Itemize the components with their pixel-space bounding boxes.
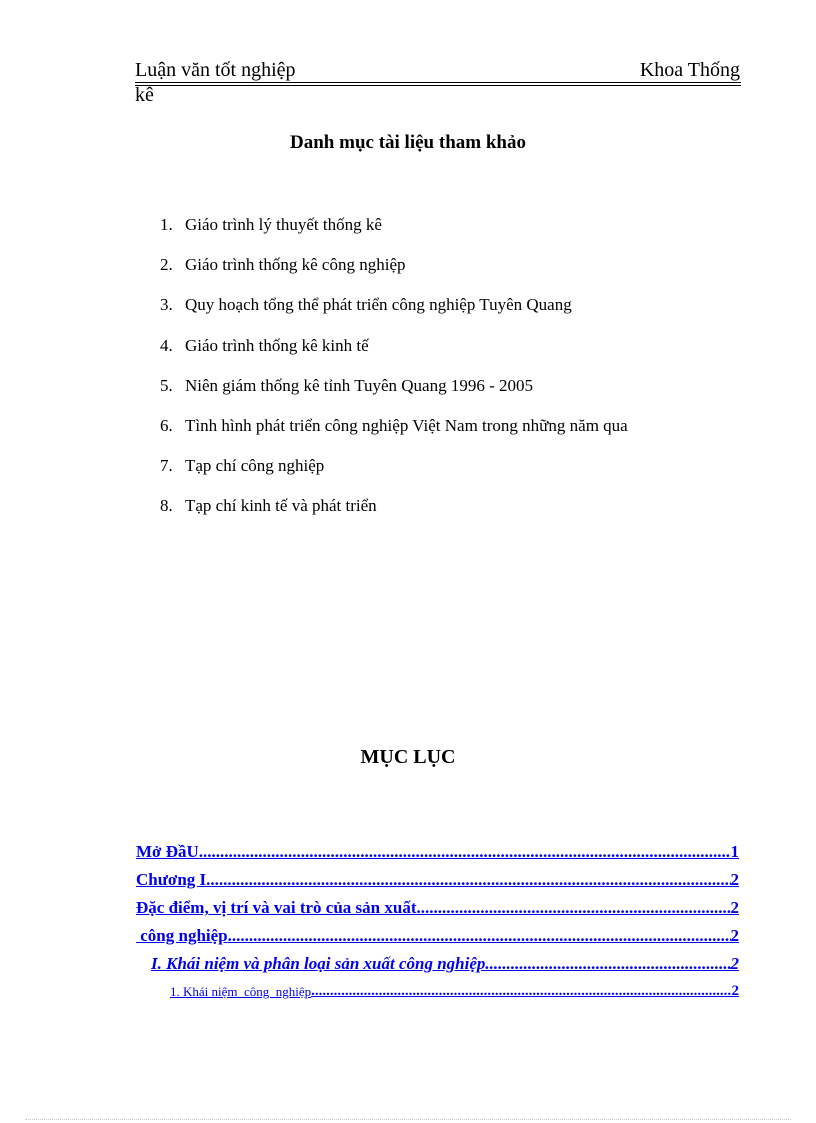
page-header (135, 58, 740, 82)
toc-entry-mo-dau[interactable] (136, 842, 739, 862)
reference-number: 7. (160, 456, 173, 476)
reference-item (160, 335, 628, 375)
toc-entry-label: công nghiệp (136, 926, 228, 945)
toc-page-number: 2 (731, 983, 739, 999)
reference-number: 2. (160, 255, 173, 275)
toc-entry-khai-niem-phan-loai[interactable] (136, 954, 739, 974)
toc-leader-dots (311, 983, 731, 1000)
toc-leader-dots (416, 898, 730, 918)
reference-text: Tạp chí kinh tế và phát triển (185, 496, 377, 516)
reference-number: 4. (160, 335, 173, 355)
reference-text: Giáo trình thống kê kinh tế (185, 335, 369, 355)
toc-page-number: 2 (730, 870, 739, 889)
reference-item (160, 214, 628, 254)
reference-item (160, 294, 628, 334)
header-right: Khoa Thống (639, 59, 740, 81)
page-bottom-divider (25, 1119, 791, 1120)
toc-entry-chuong-1[interactable] (136, 870, 739, 890)
reference-number: 8. (160, 496, 173, 516)
reference-item (160, 375, 628, 415)
references-list (160, 214, 628, 536)
toc-entry-khai-niem-cong-nghiep[interactable] (136, 983, 739, 1000)
reference-item (160, 455, 628, 495)
reference-number: 6. (160, 415, 173, 435)
toc-entry-label: I. Khái niệm và phân loại sản xuất công nghiệp (151, 954, 486, 973)
toc-title: MỤC LỤC (360, 746, 456, 768)
toc-entry-dac-diem[interactable] (136, 898, 739, 918)
reference-number: 5. (160, 375, 173, 395)
header-rule (135, 82, 741, 83)
toc-entry-label: Đặc điểm, vị trí và vai trò của sản xuất (136, 898, 417, 917)
toc-entry-label: Chương I (136, 870, 207, 889)
toc-leader-dots (485, 954, 730, 974)
reference-number: 3. (160, 295, 173, 315)
toc-leader-dots (199, 842, 731, 862)
toc-page-number: 2 (730, 898, 739, 917)
reference-number: 1. (160, 215, 173, 234)
references-title: Danh mục tài liệu tham khảo (290, 132, 526, 153)
reference-text: Giáo trình lý thuyết thống kê (185, 215, 382, 234)
toc-page-number: 1 (730, 842, 739, 861)
toc-leader-dots (206, 870, 730, 890)
reference-item (160, 254, 628, 294)
toc-entry-label: Mở ĐầU (136, 842, 199, 861)
toc-entry-label: 1. Khái niệm công nghiệp (170, 984, 312, 999)
toc-leader-dots (228, 926, 731, 946)
reference-item (160, 415, 628, 455)
reference-item (160, 495, 628, 535)
header-left: Luận văn tốt nghiệp (135, 59, 296, 81)
toc-page-number: 2 (730, 954, 739, 973)
reference-text: Niên giám thống kê tỉnh Tuyên Quang 1996 - 2005 (185, 375, 534, 395)
reference-text: Quy hoạch tổng thể phát triển công nghiệp Tuyên Quang (185, 295, 572, 315)
reference-text: Giáo trình thống kê công nghiệp (185, 255, 406, 275)
reference-text: Tạp chí công nghiệp (185, 456, 325, 476)
reference-text: Tình hình phát triển công nghiệp Việt Nam trong những năm qua (185, 415, 628, 435)
header-rule (135, 85, 741, 86)
toc-page-number: 2 (730, 926, 739, 945)
toc-entry-cong-nghiep[interactable] (136, 926, 739, 946)
header-continuation: kê (135, 84, 154, 106)
